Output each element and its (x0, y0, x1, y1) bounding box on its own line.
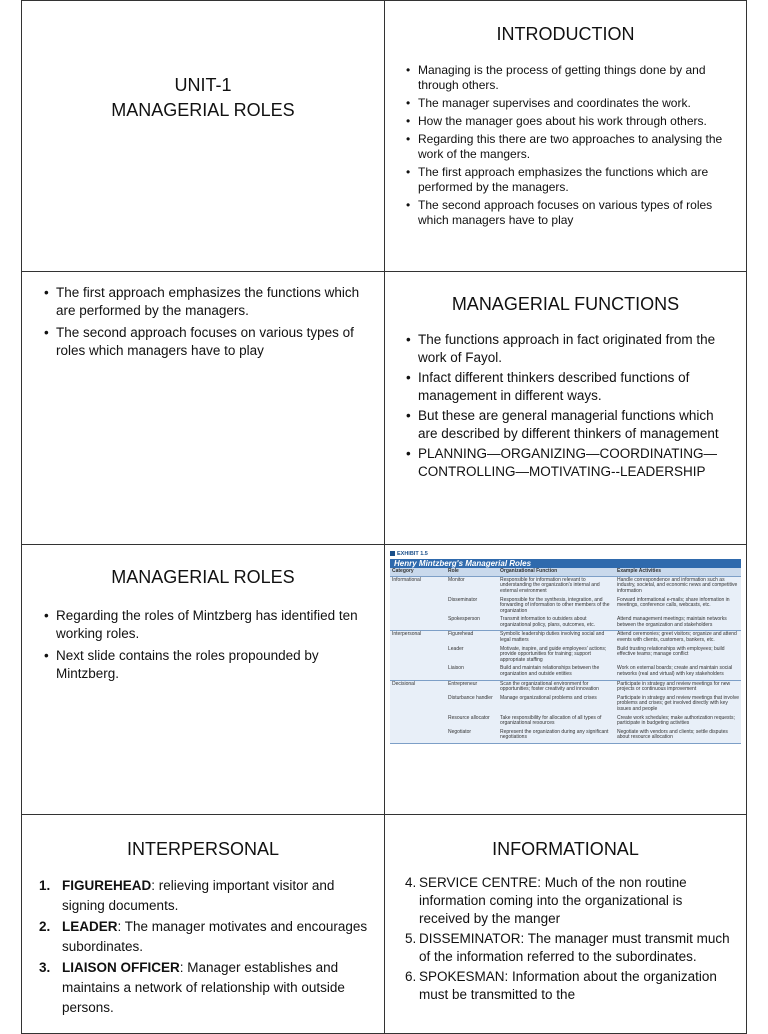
approaches-bullets (44, 284, 372, 360)
unit-subject: MANAGERIAL ROLES (111, 100, 295, 120)
exhibit-table (390, 551, 741, 744)
role-description: SERVICE CENTRE: Much of the non routine information coming into the organizational is received by the manger (419, 875, 687, 926)
role-cell: Negotiator (448, 728, 472, 735)
category-cell: Informational (392, 576, 421, 583)
slide-interpersonal (21, 814, 385, 1034)
role-cell: Entrepreneur (448, 680, 478, 687)
category-cell: Interpersonal (392, 631, 422, 638)
role-item (22, 876, 374, 916)
exhibit-row (390, 616, 741, 629)
role-cell: Figurehead (448, 631, 474, 638)
informational-title: INFORMATIONAL (492, 839, 639, 859)
category-cell (390, 597, 446, 616)
interpersonal-title: INTERPERSONAL (126, 839, 280, 859)
item-number: 6. (405, 969, 417, 984)
square-icon (390, 551, 395, 556)
exhibit-group (390, 631, 741, 680)
slide-managerial-roles (21, 544, 385, 815)
exhibit-group (390, 681, 741, 744)
function-cell: Scan the organizational environment for opportunities; foster creativity and innovation (500, 680, 599, 693)
exhibit-tag-label: EXHIBIT 1.5 (397, 550, 428, 557)
functions-bullets (406, 331, 734, 481)
exhibit-row (390, 729, 741, 742)
bullet-item: • The second approach focuses on various types of roles which managers have to play (406, 198, 734, 228)
header-cell: Organizational Function (500, 568, 558, 575)
function-cell: Responsible for information relevant to understanding the organization's internal and external environment (500, 576, 600, 594)
activities-cell: Negotiate with vendors and clients; settle disputes about resource allocation (617, 728, 728, 741)
bullet-item: • Regarding this there are two approaches to analysing the work of the mangers. (406, 132, 734, 162)
exhibit-header-row (390, 568, 741, 577)
category-cell (390, 715, 446, 728)
exhibit-row (390, 681, 741, 694)
function-cell: Symbolic leadership duties involving social and legal matters (500, 631, 605, 644)
bullet-item: • PLANNING—ORGANIZING—COORDINATING—CONTROLLING—MOTIVATING--LEADERSHIP (406, 445, 734, 481)
bullet-item: • How the manager goes about his work through others. (406, 114, 734, 129)
interpersonal-list (22, 876, 374, 1018)
bullet-item: • Managing is the process of getting things done by and through others. (406, 63, 734, 93)
item-number: 1. (39, 878, 51, 893)
role-item (385, 968, 736, 1004)
activities-cell: Participate in strategy and review meetings for new projects or continuous improvement (617, 680, 731, 693)
role-item (22, 958, 374, 1018)
activities-cell: Build trusting relationships with employees; build effective teams; manage conflict (617, 645, 725, 658)
bullet-item: • The first approach emphasizes the functions which are performed by the managers. (406, 165, 734, 195)
exhibit-row (390, 665, 741, 678)
function-cell: Responsible for the synthesis, integration, and forwarding of information to other members of the organization (500, 596, 610, 614)
exhibit-row (390, 597, 741, 616)
role-item (385, 930, 736, 966)
activities-cell: Work on external boards; create and maintain social networks (real and virtual) with key stakeholders (617, 665, 733, 678)
role-description: DISSEMINATOR: The manager must transmit much of the information referred to the subordinates. (419, 931, 730, 964)
role-cell: Disturbance handler (448, 694, 493, 701)
unit-number: UNIT-1 (174, 75, 232, 95)
bullet-item: • The manager supervises and coordinates the work. (406, 96, 734, 111)
function-cell: Manage organizational problems and crises (500, 694, 597, 701)
role-item (22, 917, 374, 957)
introduction-title: INTRODUCTION (496, 24, 635, 44)
category-cell (390, 729, 446, 742)
role-cell: Disseminator (448, 596, 478, 603)
activities-cell: Attend management meetings; maintain networks between the organization and stakeholders (617, 616, 727, 628)
item-number: 2. (39, 919, 51, 934)
exhibit-title: Henry Mintzberg's Managerial Roles (390, 559, 741, 569)
informational-list (385, 874, 736, 1004)
category-cell (390, 695, 446, 714)
bullet-item: • The first approach emphasizes the functions which are performed by the managers. (44, 284, 372, 320)
roles-title: MANAGERIAL ROLES (111, 567, 295, 587)
slide-informational (384, 814, 747, 1034)
role-name: LEADER (62, 919, 118, 934)
category-cell: Decisional (392, 680, 416, 687)
function-cell: Transmit information to outsiders about organizational policy, plans, outcomes, etc. (500, 616, 595, 628)
exhibit-row (390, 695, 741, 714)
bullet-item: • The functions approach in fact originated from the work of Fayol. (406, 331, 734, 367)
exhibit-row (390, 646, 741, 665)
role-item (385, 874, 736, 928)
bullet-item: • Infact different thinkers described functions of management in different ways. (406, 369, 734, 405)
activities-cell: Participate in strategy and review meetings that involve problems and crises; get involved directly with key issues and people (617, 694, 740, 713)
roles-bullets (44, 607, 372, 683)
header-cell: Category (392, 568, 414, 575)
item-number: 3. (39, 960, 51, 975)
header-cell: Role (448, 568, 459, 575)
role-cell: Leader (448, 645, 464, 652)
exhibit-row (390, 631, 741, 644)
bullet-item: • The second approach focuses on various types of roles which managers have to play (44, 324, 372, 360)
role-name: LIAISON OFFICER (62, 960, 180, 975)
function-cell: Motivate, inspire, and guide employees' actions; provide opportunities for training; support appropriate staffing (500, 645, 607, 663)
exhibit-row (390, 577, 741, 596)
slide-introduction (384, 0, 747, 272)
role-cell: Resource allocator (448, 714, 490, 721)
activities-cell: Attend ceremonies; greet visitors; organize and attend events with clients, customers, bankers, etc. (617, 631, 737, 644)
slide-approaches (21, 271, 385, 545)
slide-mintzberg-exhibit (384, 544, 747, 815)
bullet-item: • But these are general managerial functions which are described by different thinkers of management (406, 407, 734, 443)
activities-cell: Forward informational e-mails; share information in meetings, conference calls, webcasts, etc. (617, 596, 730, 609)
slide-unit-title (21, 0, 385, 272)
exhibit-row (390, 715, 741, 728)
exhibit-group (390, 577, 741, 632)
role-description: : Manager establishes and maintains a network of relationship with outside persons. (62, 960, 345, 1015)
item-number: 4. (405, 875, 417, 890)
exhibit-body (390, 577, 741, 744)
role-cell: Monitor (448, 576, 465, 583)
category-cell (390, 616, 446, 629)
role-cell: Liaison (448, 665, 464, 672)
introduction-bullets (406, 63, 734, 228)
category-cell (390, 646, 446, 665)
role-cell: Spokesperson (448, 616, 480, 623)
bullet-item: • Regarding the roles of Mintzberg has identified ten working roles. (44, 607, 372, 643)
function-cell: Take responsibility for allocation of all types of organizational resources (500, 714, 602, 727)
item-number: 5. (405, 931, 417, 946)
function-cell: Build and maintain relationships between the organization and outside entities (500, 665, 600, 678)
activities-cell: Handle correspondence and information such as industry, societal, and economic news and competitive information (617, 576, 738, 594)
role-description: SPOKESMAN: Information about the organization must be transmitted to the (419, 969, 717, 1002)
bullet-item: • Next slide contains the roles propounded by Mintzberg. (44, 647, 372, 683)
slide-managerial-functions (384, 271, 747, 545)
role-description: : The manager motivates and encourages subordinates. (62, 919, 368, 954)
role-name: FIGUREHEAD (62, 878, 152, 893)
exhibit-tag (390, 551, 741, 558)
slide-grid (21, 0, 747, 1024)
role-description: : relieving important visitor and signing documents. (62, 878, 335, 913)
category-cell (390, 665, 446, 678)
functions-title: MANAGERIAL FUNCTIONS (451, 294, 680, 314)
unit-heading (22, 73, 384, 123)
function-cell: Represent the organization during any significant negotiations (500, 728, 609, 741)
header-cell: Example Activities (617, 568, 662, 575)
activities-cell: Create work schedules; make authorization requests; participate in budgeting activities (617, 714, 735, 727)
